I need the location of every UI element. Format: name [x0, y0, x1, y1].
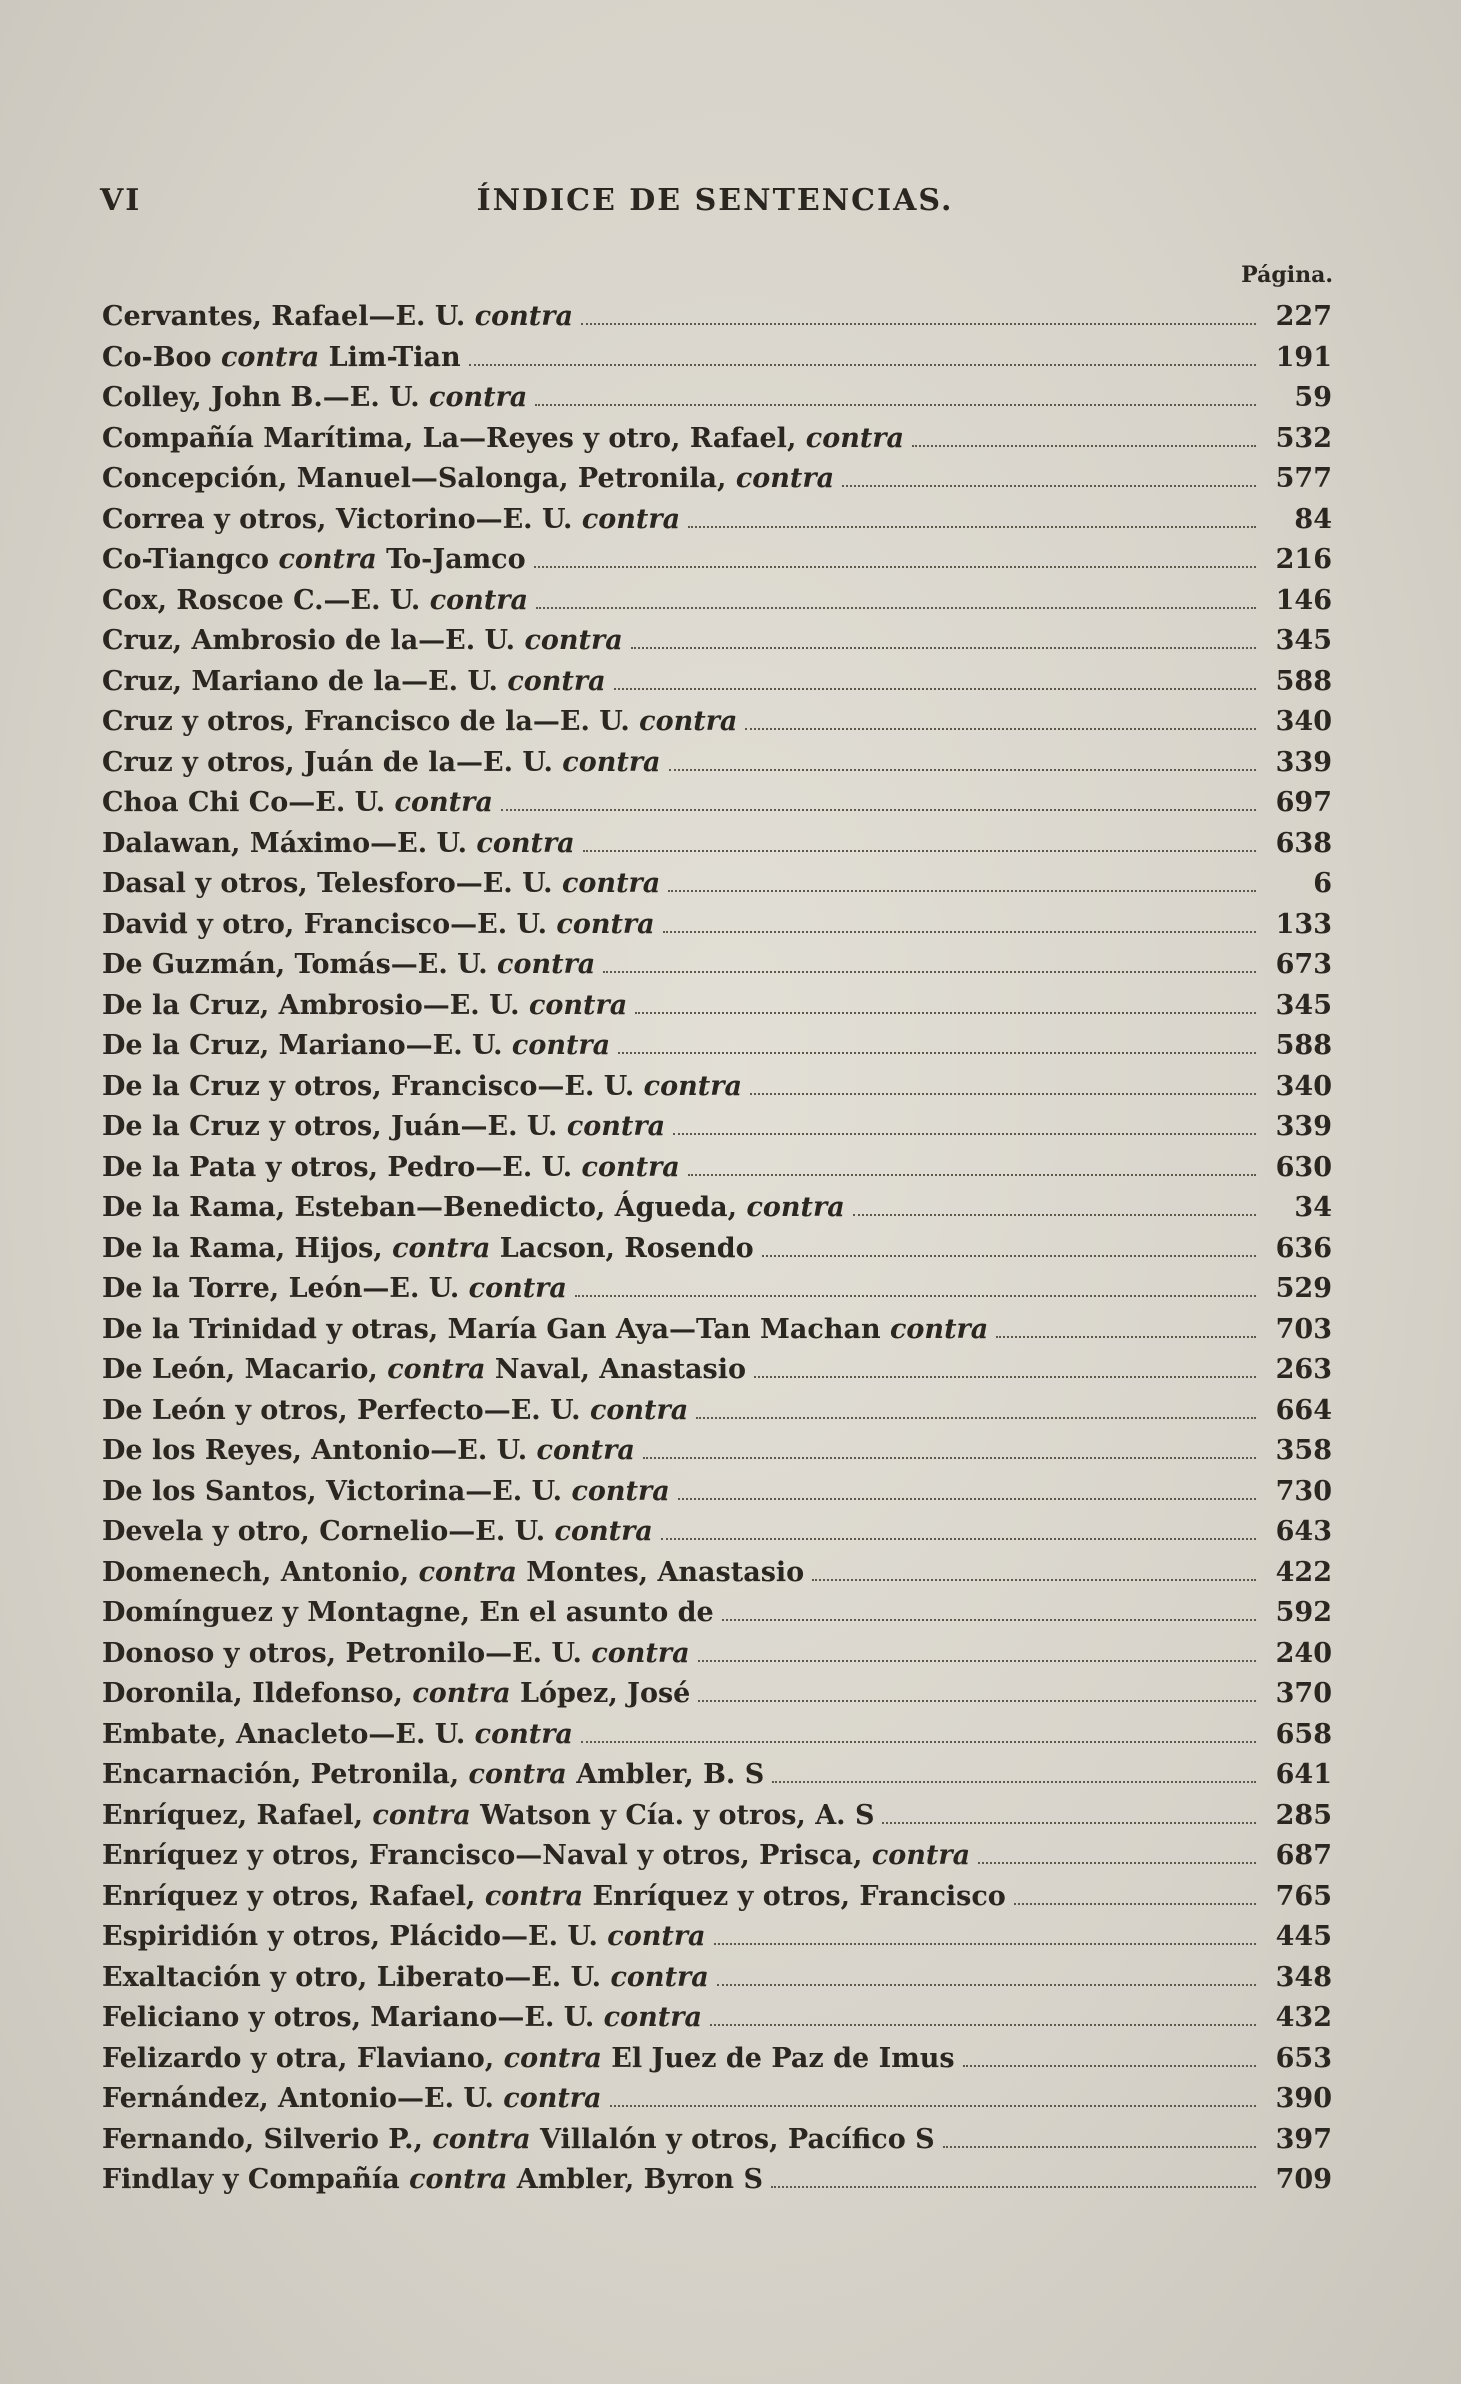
index-entry: [102, 459, 1332, 500]
entry-party: De la Torre, León—E. U.: [102, 1273, 469, 1304]
entry-name: [102, 945, 595, 986]
entry-name: [102, 1026, 610, 1067]
entry-page-number: 592: [1275, 1597, 1332, 1628]
entry-page-number: 638: [1275, 827, 1332, 859]
entry-contra: contra: [432, 2123, 531, 2155]
index-entry: [102, 540, 1332, 581]
entry-contra: contra: [556, 908, 655, 940]
entry-party: Cruz, Mariano de la—E. U.: [102, 665, 508, 697]
entry-contra: contra: [418, 1556, 517, 1588]
entry-contra: contra: [643, 1070, 742, 1102]
index-entry: [102, 702, 1332, 743]
entry-party: De la Cruz y otros, Francisco—E. U.: [102, 1070, 644, 1102]
entry-opponent: Lim-Tian: [319, 341, 461, 373]
entry-name: [102, 1755, 764, 1796]
entry-party: David y otro, Francisco—E. U.: [102, 908, 557, 940]
entry-party: De la Rama, Hijos,: [102, 1232, 393, 1264]
entry-name: [102, 2160, 763, 2201]
entry-party: De Guzmán, Tomás—E. U.: [102, 949, 498, 980]
entry-contra: contra: [468, 1759, 567, 1790]
entry-name: [102, 540, 526, 581]
entry-opponent: El Juez de Paz de Imus: [601, 2042, 955, 2074]
dot-leader: [842, 484, 1256, 487]
dot-leader: [688, 1173, 1256, 1176]
entry-party: Enríquez y otros, Rafael,: [102, 1880, 485, 1912]
dot-leader: [882, 1821, 1256, 1824]
entry-opponent: Watson y Cía. y otros, A. S: [470, 1799, 875, 1831]
entry-name: [102, 1553, 804, 1594]
entry-page-number: 630: [1275, 1151, 1332, 1183]
dot-leader: [688, 525, 1256, 528]
dot-leader: [750, 1092, 1256, 1095]
entry-name: [102, 581, 528, 622]
entry-page-number: 588: [1275, 665, 1332, 697]
index-entry: [102, 1229, 1332, 1270]
entry-opponent: Montes, Anastasio: [516, 1556, 805, 1588]
dot-leader: [501, 808, 1256, 811]
entry-contra: contra: [511, 1030, 611, 1061]
entry-contra: contra: [484, 1880, 584, 1912]
entry-contra: contra: [581, 1151, 680, 1183]
entry-name: [102, 1391, 688, 1432]
index-entry: [102, 621, 1332, 662]
entry-page-number: 397: [1275, 2123, 1332, 2155]
entry-contra: contra: [503, 2083, 602, 2114]
index-entry: [102, 581, 1332, 622]
entry-contra: contra: [889, 1313, 989, 1345]
entry-contra: contra: [528, 989, 628, 1021]
entry-name: [102, 1715, 573, 1756]
dot-leader: [581, 1740, 1256, 1743]
index-entry: [102, 2160, 1332, 2201]
entry-name: [102, 1836, 970, 1877]
entry-page-number: 146: [1275, 584, 1332, 616]
entry-opponent: Lacson, Rosendo: [490, 1232, 754, 1264]
index-entry: [102, 1755, 1332, 1796]
entry-page-number: 216: [1275, 544, 1332, 575]
entry-page-number: 703: [1275, 1313, 1332, 1345]
dot-leader: [618, 1051, 1256, 1054]
dot-leader: [762, 1254, 1256, 1257]
dot-leader: [635, 1011, 1256, 1014]
entry-page-number: 358: [1275, 1435, 1332, 1466]
entry-party: Enríquez, Rafael,: [102, 1799, 373, 1831]
dot-leader: [663, 930, 1256, 933]
entry-page-number: 348: [1275, 1961, 1332, 1993]
entry-contra: contra: [591, 1637, 690, 1669]
entry-name: [102, 1512, 653, 1553]
entry-name: [102, 297, 573, 338]
index-entry: [102, 338, 1332, 379]
dot-leader: [772, 1780, 1256, 1783]
running-head: [100, 183, 1330, 233]
entry-name: [102, 1229, 754, 1270]
index-entry: [102, 824, 1332, 865]
entry-page-number: 730: [1275, 1475, 1332, 1507]
dot-leader: [535, 403, 1256, 406]
entry-name: [102, 662, 606, 703]
dot-leader: [668, 889, 1256, 892]
dot-leader: [469, 363, 1256, 366]
entry-contra: contra: [372, 1799, 471, 1831]
dot-leader: [853, 1213, 1256, 1216]
entry-contra: contra: [746, 1192, 845, 1223]
entry-name: [102, 338, 461, 379]
entry-party: Cervantes, Rafael—E. U.: [102, 301, 475, 332]
entry-contra: contra: [603, 2002, 702, 2033]
entry-opponent: Villalón y otros, Pacífico S: [530, 2123, 935, 2155]
index-entry: [102, 1310, 1332, 1351]
dot-leader: [581, 322, 1256, 325]
entry-party: Felizardo y otra, Flaviano,: [102, 2042, 504, 2074]
index-entry: [102, 2079, 1332, 2120]
entry-contra: contra: [561, 868, 661, 899]
index-entry: [102, 1472, 1332, 1513]
entry-party: Doronila, Ildefonso,: [102, 1678, 413, 1709]
entry-party: De los Santos, Victorina—E. U.: [102, 1475, 572, 1507]
entry-party: Cruz, Ambrosio de la—E. U.: [102, 625, 525, 656]
index-entry: [102, 1188, 1332, 1229]
index-entry: [102, 1553, 1332, 1594]
index-entry: [102, 1026, 1332, 1067]
entry-contra: contra: [735, 463, 835, 494]
dot-leader: [610, 2104, 1256, 2107]
index-entry: [102, 2039, 1332, 2080]
entry-page-number: 339: [1275, 1111, 1332, 1142]
index-entry: [102, 1431, 1332, 1472]
entry-contra: contra: [278, 544, 377, 575]
entry-party: De la Cruz y otros, Juán—E. U.: [102, 1111, 567, 1142]
entry-party: Findlay y Compañía: [102, 2164, 410, 2195]
index-entry: [102, 1877, 1332, 1918]
entry-page-number: 664: [1275, 1394, 1332, 1426]
entry-page-number: 345: [1275, 989, 1332, 1021]
entry-name: [102, 824, 575, 865]
entry-name: [102, 1310, 988, 1351]
entry-party: Co-Tiangco: [102, 544, 279, 575]
entry-party: De León, Macario,: [102, 1354, 388, 1385]
dot-leader: [669, 768, 1256, 771]
index-list: [102, 297, 1332, 2201]
dot-leader: [745, 727, 1256, 730]
entry-contra: contra: [503, 2042, 602, 2074]
entry-page-number: 765: [1275, 1880, 1332, 1912]
index-entry: [102, 1512, 1332, 1553]
index-entry: [102, 419, 1332, 460]
dot-leader: [673, 1132, 1256, 1135]
entry-contra: contra: [589, 1394, 689, 1426]
dot-leader: [643, 1456, 1256, 1459]
entry-party: Concepción, Manuel—Salonga, Petronila,: [102, 463, 736, 494]
index-entry: [102, 662, 1332, 703]
dot-leader: [575, 1294, 1256, 1297]
entry-page-number: 673: [1275, 949, 1332, 980]
entry-name: [102, 1877, 1006, 1918]
entry-party: Fernando, Silverio P.,: [102, 2123, 433, 2155]
entry-party: Enríquez y otros, Francisco—Naval y otros, Prisca,: [102, 1840, 872, 1871]
entry-party: Feliciano y otros, Mariano—E. U.: [102, 2002, 604, 2033]
entry-name: [102, 1269, 567, 1310]
index-entry: [102, 783, 1332, 824]
entry-party: Donoso y otros, Petronilo—E. U.: [102, 1637, 592, 1669]
entry-page-number: 370: [1275, 1678, 1332, 1709]
entry-party: Encarnación, Petronila,: [102, 1759, 469, 1790]
entry-name: [102, 459, 834, 500]
entry-page-number: 285: [1275, 1799, 1332, 1831]
entry-name: [102, 1431, 635, 1472]
entry-party: De los Reyes, Antonio—E. U.: [102, 1435, 537, 1466]
entry-name: [102, 743, 661, 784]
entry-page-number: 340: [1275, 1070, 1332, 1102]
dot-leader: [710, 2023, 1256, 2026]
entry-page-number: 422: [1275, 1556, 1332, 1588]
entry-party: Domenech, Antonio,: [102, 1556, 419, 1588]
entry-name: [102, 2039, 955, 2080]
entry-contra: contra: [468, 1273, 567, 1304]
entry-party: Dasal y otros, Telesforo—E. U.: [102, 868, 562, 899]
entry-page-number: 653: [1275, 2042, 1332, 2074]
entry-page-number: 445: [1275, 1921, 1332, 1952]
entry-party: De la Cruz, Ambrosio—E. U.: [102, 989, 529, 1021]
entry-name: [102, 1148, 680, 1189]
entry-page-number: 643: [1275, 1516, 1332, 1547]
entry-contra: contra: [476, 827, 575, 859]
index-entry: [102, 986, 1332, 1027]
dot-leader: [912, 444, 1256, 447]
entry-name: [102, 2120, 935, 2161]
dot-leader: [678, 1497, 1256, 1500]
entry-contra: contra: [474, 1718, 573, 1750]
dot-leader: [978, 1861, 1256, 1864]
dot-leader: [583, 849, 1256, 852]
entry-page-number: 636: [1275, 1232, 1332, 1264]
index-entry: [102, 1958, 1332, 1999]
entry-name: [102, 1350, 746, 1391]
dot-leader: [534, 565, 1256, 568]
dot-leader: [812, 1578, 1256, 1581]
entry-opponent: Ambler, B. S: [566, 1759, 765, 1790]
index-entry: [102, 500, 1332, 541]
dot-leader: [661, 1537, 1256, 1540]
index-entry: [102, 864, 1332, 905]
entry-party: De la Trinidad y otras, María Gan Aya—Tan Machan: [102, 1313, 890, 1345]
entry-contra: contra: [474, 301, 573, 332]
entry-page-number: 577: [1275, 463, 1332, 494]
entry-page-number: 6: [1313, 868, 1332, 899]
dot-leader: [717, 1983, 1256, 1986]
entry-page-number: 687: [1275, 1840, 1332, 1871]
entry-page-number: 588: [1275, 1030, 1332, 1061]
entry-name: [102, 1107, 665, 1148]
dot-leader: [722, 1618, 1256, 1621]
entry-contra: contra: [536, 1435, 635, 1466]
dot-leader: [698, 1699, 1256, 1702]
entry-page-number: 263: [1275, 1354, 1332, 1385]
entry-name: [102, 419, 904, 460]
index-entry: [102, 1391, 1332, 1432]
entry-party: Choa Chi Co—E. U.: [102, 787, 395, 818]
entry-contra: contra: [524, 625, 623, 656]
entry-contra: contra: [639, 706, 738, 737]
dot-leader: [943, 2145, 1256, 2148]
entry-name: [102, 702, 737, 743]
entry-name: [102, 1796, 874, 1837]
dot-leader: [963, 2064, 1256, 2067]
entry-contra: contra: [610, 1961, 709, 1993]
entry-party: Espiridión y otros, Plácido—E. U.: [102, 1921, 608, 1952]
entry-party: De León y otros, Perfecto—E. U.: [102, 1394, 590, 1426]
index-entry: [102, 945, 1332, 986]
entry-contra: contra: [805, 422, 905, 454]
entry-contra: contra: [429, 382, 528, 413]
entry-party: Exaltación y otro, Liberato—E. U.: [102, 1961, 611, 1993]
entry-contra: contra: [571, 1475, 670, 1507]
entry-party: Compañía Marítima, La—Reyes y otro, Rafael,: [102, 422, 806, 454]
entry-page-number: 532: [1275, 422, 1332, 454]
entry-contra: contra: [581, 503, 681, 535]
index-entry: [102, 1350, 1332, 1391]
entry-contra: contra: [562, 746, 661, 778]
entry-name: [102, 1593, 714, 1634]
entry-page-number: 345: [1275, 625, 1332, 656]
dot-leader: [614, 687, 1256, 690]
entry-opponent: López, José: [510, 1678, 691, 1709]
index-entry: [102, 1917, 1332, 1958]
entry-page-number: 133: [1275, 908, 1332, 940]
entry-party: Embate, Anacleto—E. U.: [102, 1718, 475, 1750]
entry-contra: contra: [387, 1354, 486, 1385]
entry-party: Fernández, Antonio—E. U.: [102, 2083, 504, 2114]
index-entry: [102, 1674, 1332, 1715]
entry-page-number: 191: [1275, 341, 1332, 373]
entry-name: [102, 2079, 602, 2120]
entry-name: [102, 1188, 845, 1229]
index-entry: [102, 743, 1332, 784]
entry-name: [102, 1472, 670, 1513]
index-entry: [102, 1836, 1332, 1877]
entry-page-number: 658: [1275, 1718, 1332, 1750]
entry-name: [102, 783, 493, 824]
entry-party: Cruz y otros, Francisco de la—E. U.: [102, 706, 640, 737]
entry-party: Cox, Roscoe C.—E. U.: [102, 584, 430, 616]
index-entry: [102, 2120, 1332, 2161]
index-entry: [102, 905, 1332, 946]
entry-contra: contra: [566, 1111, 666, 1142]
entry-name: [102, 1998, 702, 2039]
entry-name: [102, 1634, 690, 1675]
entry-contra: contra: [554, 1516, 653, 1547]
entry-name: [102, 378, 527, 419]
entry-page-number: 709: [1275, 2164, 1332, 2195]
index-entry: [102, 1796, 1332, 1837]
dot-leader: [603, 970, 1256, 973]
entry-opponent: Enríquez y otros, Francisco: [583, 1880, 1006, 1912]
entry-page-number: 339: [1275, 746, 1332, 778]
entry-contra: contra: [871, 1840, 971, 1871]
entry-name: [102, 864, 660, 905]
index-entry: [102, 378, 1332, 419]
page-folio: VI: [100, 183, 142, 218]
entry-page-number: 697: [1275, 787, 1332, 818]
entry-party: Dalawan, Máximo—E. U.: [102, 827, 477, 859]
index-entry: [102, 1148, 1332, 1189]
index-entry: [102, 1067, 1332, 1108]
entry-name: [102, 1674, 690, 1715]
index-entry: [102, 1107, 1332, 1148]
entry-opponent: To-Jamco: [376, 544, 526, 575]
entry-name: [102, 621, 623, 662]
entry-contra: contra: [394, 787, 493, 818]
dot-leader: [1014, 1902, 1256, 1905]
entry-party: De la Rama, Esteban—Benedicto, Águeda,: [102, 1192, 747, 1223]
entry-name: [102, 1067, 742, 1108]
entry-contra: contra: [497, 949, 596, 980]
entry-contra: contra: [412, 1678, 511, 1709]
entry-contra: contra: [409, 2164, 508, 2195]
entry-contra: contra: [429, 584, 529, 616]
dot-leader: [771, 2185, 1256, 2188]
entry-party: De la Cruz, Mariano—E. U.: [102, 1030, 512, 1061]
index-entry: [102, 1593, 1332, 1634]
entry-name: [102, 500, 680, 541]
dot-leader: [631, 646, 1256, 649]
entry-party: Devela y otro, Cornelio—E. U.: [102, 1516, 555, 1547]
entry-contra: contra: [507, 665, 606, 697]
entry-party: De la Pata y otros, Pedro—E. U.: [102, 1151, 582, 1183]
index-entry: [102, 1634, 1332, 1675]
dot-leader: [714, 1942, 1256, 1945]
entry-page-number: 641: [1275, 1759, 1332, 1790]
dot-leader: [536, 606, 1256, 609]
index-entry: [102, 1269, 1332, 1310]
dot-leader: [996, 1335, 1256, 1338]
entry-party: Correa y otros, Victorino—E. U.: [102, 503, 582, 535]
page-column-label: Página.: [1241, 262, 1333, 288]
entry-name: [102, 986, 627, 1027]
index-entry: [102, 1715, 1332, 1756]
entry-opponent: Ambler, Byron S: [507, 2164, 763, 2195]
entry-page-number: 529: [1275, 1273, 1332, 1304]
dot-leader: [698, 1659, 1256, 1662]
entry-party: Cruz y otros, Juán de la—E. U.: [102, 746, 563, 778]
entry-name: [102, 905, 655, 946]
entry-name: [102, 1958, 709, 1999]
entry-contra: contra: [220, 341, 320, 373]
entry-page-number: 84: [1294, 503, 1332, 535]
page-title: ÍNDICE DE SENTENCIAS.: [476, 183, 954, 218]
entry-name: [102, 1917, 706, 1958]
entry-contra: contra: [607, 1921, 706, 1952]
dot-leader: [754, 1375, 1256, 1378]
entry-party: Co-Boo: [102, 341, 221, 373]
entry-page-number: 240: [1275, 1637, 1332, 1669]
dot-leader: [696, 1416, 1256, 1419]
entry-page-number: 34: [1294, 1192, 1332, 1223]
entry-page-number: 340: [1275, 706, 1332, 737]
entry-page-number: 390: [1275, 2083, 1332, 2114]
entry-page-number: 227: [1275, 301, 1332, 332]
entry-opponent: Naval, Anastasio: [485, 1354, 747, 1385]
index-entry: [102, 297, 1332, 338]
entry-page-number: 59: [1294, 382, 1332, 413]
index-entry: [102, 1998, 1332, 2039]
entry-party: Colley, John B.—E. U.: [102, 382, 430, 413]
entry-contra: contra: [392, 1232, 491, 1264]
entry-page-number: 432: [1275, 2002, 1332, 2033]
entry-party: Domínguez y Montagne, En el asunto de: [102, 1597, 714, 1628]
